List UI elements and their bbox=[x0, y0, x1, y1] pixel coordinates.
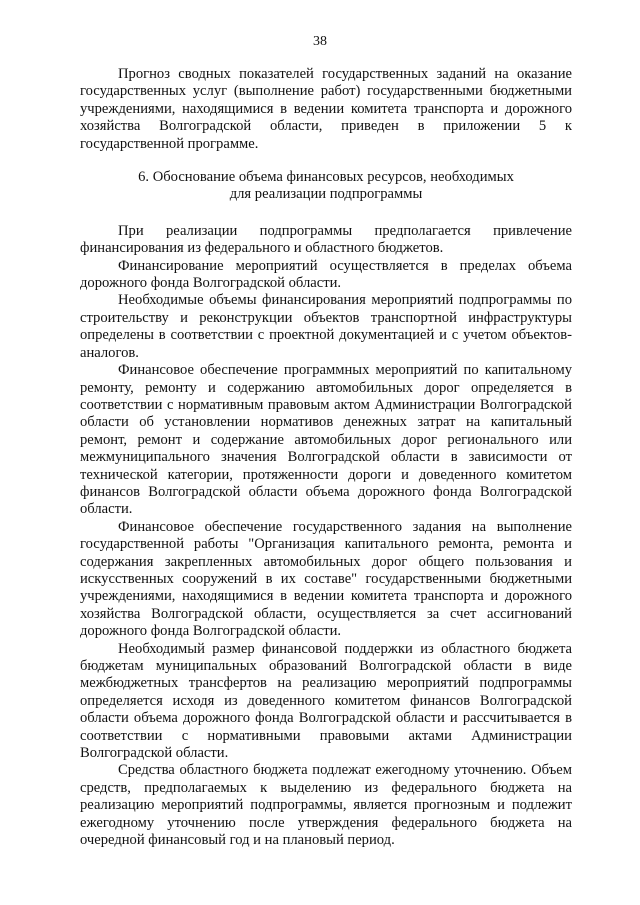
paragraph-municipal-transfers: Необходимый размер финансовой поддержки из областного бюджета бюджетам муниципальных образований Волгоградской области в виде межбюджетных трансфертов на реализацию мероприятий подпрограммы определяется исходя из доведенного комитетом финансов Волгоградской области объема дорожного фонда Волгоградской области и рассчитывается в соответствии с нормативными правовыми актами Администрации Волгоградской области. bbox=[80, 640, 572, 762]
spacer bbox=[80, 153, 572, 169]
paragraph-state-assignment: Финансовое обеспечение государственного задания на выполнение государственной работы "Организация капитального ремонта, ремонта и содержания закрепленных автомобильных дорог общего пользования и искусственных сооружений в их составе" государственными бюджетными учреждениями, находящимися в ведении комитета транспорта и дорожного хозяйства Волгоградской области, осуществляется за счет ассигнований дорожного фонда Волгоградской области. bbox=[80, 518, 572, 640]
paragraph-repair-financing: Финансовое обеспечение программных мероприятий по капитальному ремонту, ремонту и содержанию автомобильных дорог определяется в соответствии с нормативным правовым актом Администрации Волгоградской области об установлении нормативов денежных затрат на капитальный ремонт, ремонт и содержание автомобильных дорог регионального или межмуниципального значения Волгоградской области в зависимости от технической категории, протяженности дороги и доведенного комитетом финансов Волгоградской области объема дорожного фонда Волгоградской области. bbox=[80, 362, 572, 518]
spacer bbox=[80, 204, 572, 223]
page-number: 38 bbox=[313, 34, 327, 49]
paragraph-budget-refinement: Средства областного бюджета подлежат ежегодному уточнению. Объем средств, предполагаемых к выделению из федерального бюджета на реализацию мероприятий подпрограммы, является прогнозным и подлежит ежегодному уточнению после утверждения федерального бюджета на очередной финансовый год и на плановый период. bbox=[80, 762, 572, 849]
section-heading-line-1: 6. Обоснование объема финансовых ресурсов, необходимых bbox=[138, 169, 514, 186]
section-heading-line-2: для реализации подпрограммы bbox=[229, 186, 423, 203]
intro-paragraph: Прогноз сводных показателей государственных заданий на оказание государственных услуг (выполнение работ) государственными бюджетными учреждениями, находящимися в ведении комитета транспорта и дорожного хозяйства Волгоградской области, приведен в приложении 5 к государственной программе. bbox=[80, 66, 572, 152]
paragraph-road-fund: Финансирование мероприятий осуществляется в пределах объема дорожного фонда Волгоградской области. bbox=[80, 257, 572, 292]
paragraph-funding-sources: При реализации подпрограммы предполагается привлечение финансирования из федерального и областного бюджетов. bbox=[80, 222, 572, 257]
page-content bbox=[80, 66, 572, 849]
paragraph-construction-volumes: Необходимые объемы финансирования мероприятий подпрограммы по строительству и реконструкции объектов транспортной инфраструктуры определены в соответствии с проектной документацией и с учетом объектов-аналогов. bbox=[80, 292, 572, 361]
section-heading bbox=[80, 169, 572, 204]
